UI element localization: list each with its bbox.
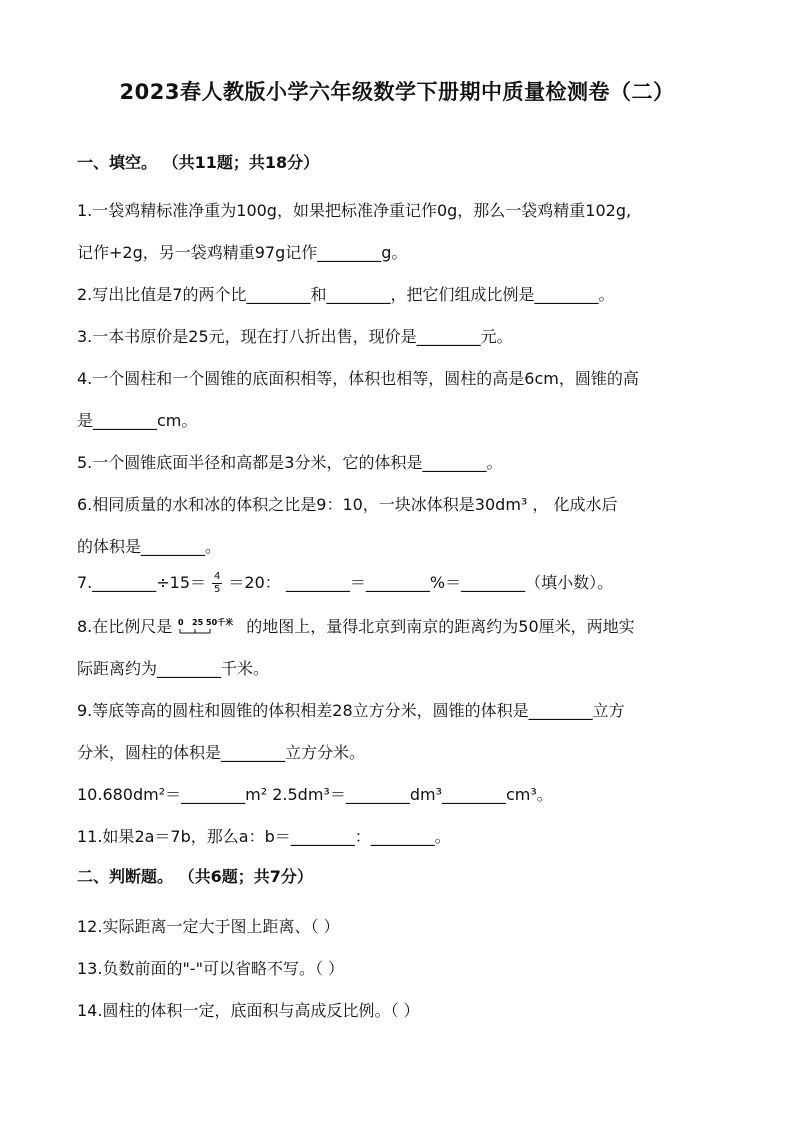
question-1-line-1: 1.一袋鸡精标准净重为100g，如果把标准净重记作0g，那么一袋鸡精重102g, [77,201,632,220]
question-6-line-1: 6.相同质量的水和冰的体积之比是9：10，一块冰体积是30dm³ ， 化成水后 [77,495,618,514]
question-1-line-2: 记作+2g，另一袋鸡精重97g记作________g。 [77,243,408,262]
scale-bar-graphic [176,617,242,639]
scale-label-50: 50千米 [206,617,234,627]
question-9-line-1: 9.等底等高的圆柱和圆锥的体积相差28立方分米，圆锥的体积是________立方 [77,701,625,720]
question-2: 2.写出比值是7的两个比________和________，把它们组成比例是________。 [77,285,615,304]
question-8-line-2: 际距离约为________千米。 [77,659,270,678]
question-12: 12.实际距离一定大于图上距离、（ ） [77,917,340,936]
question-5: 5.一个圆锥底面半径和高都是3分米，它的体积是________。 [77,453,503,472]
question-6-line-2: 的体积是________。 [77,537,222,556]
question-10: 10.680dm²＝________m² 2.5dm³＝________dm³________cm³。 [77,785,553,804]
page-title: 2023春人教版小学六年级数学下册期中质量检测卷（二） [119,80,675,104]
fraction-numerator: 4 [214,571,221,582]
scale-bar-icon [176,617,242,639]
question-3: 3.一本书原价是25元，现在打八折出售，现价是________元。 [77,327,513,346]
section-heading-fill-blank: 一、填空。 （共11题；共18分） [77,153,320,172]
section-heading-true-false: 二、判断题。 （共6题；共7分） [77,867,313,886]
question-13: 13.负数前面的"-"可以省略不写。（ ） [77,959,345,978]
question-4-line-2: 是________cm。 [77,411,198,430]
question-11: 11.如果2a＝7b，那么a：b＝________：________。 [77,827,451,846]
question-8-part-1: 8.在比例尺是 [77,617,173,636]
question-14: 14.圆柱的体积一定，底面积与高成反比例。（ ） [77,1001,420,1020]
fraction [212,571,222,596]
question-4-line-1: 4.一个圆柱和一个圆锥的底面积相等，体积也相等，圆柱的高是6cm，圆锥的高 [77,369,639,388]
question-8-line-1 [77,614,635,639]
fraction-denominator: 5 [214,584,221,595]
question-7-part-1: 7.________÷15＝ [77,573,207,592]
scale-label-0: 0 [178,617,184,627]
question-9-line-2: 分米，圆柱的体积是________立方分米。 [77,743,366,762]
question-8-part-2: 的地图上，量得北京到南京的距离约为50厘米，两地实 [246,617,635,636]
question-7-part-2: ＝20： ________＝________%＝________（填小数）。 [228,573,614,592]
scale-label-25: 25 [192,617,204,627]
question-7 [77,570,613,596]
